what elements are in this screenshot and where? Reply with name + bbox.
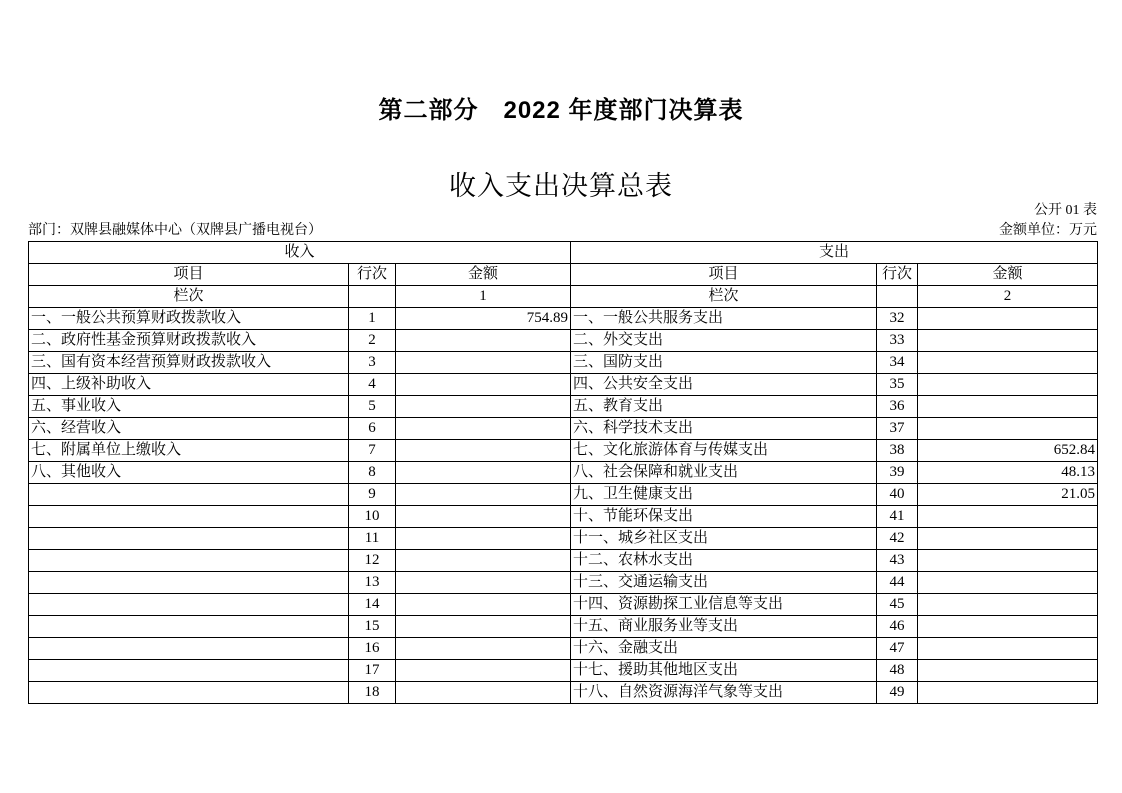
income-line-cell: 10 — [349, 506, 396, 528]
income-line-cell: 16 — [349, 638, 396, 660]
income-amount-cell — [396, 550, 571, 572]
income-amount-cell — [396, 330, 571, 352]
blank-cell — [877, 286, 918, 308]
expense-line-cell: 40 — [877, 484, 918, 506]
income-amount-cell — [396, 682, 571, 704]
income-item-cell: 二、政府性基金预算财政拨款收入 — [29, 330, 349, 352]
income-item-cell: 三、国有资本经营预算财政拨款收入 — [29, 352, 349, 374]
expense-amount-cell: 48.13 — [918, 462, 1098, 484]
income-amount-cell — [396, 572, 571, 594]
expense-line-cell: 36 — [877, 396, 918, 418]
table-row — [29, 330, 1098, 352]
expense-line-cell: 46 — [877, 616, 918, 638]
income-item-cell — [29, 506, 349, 528]
expense-line-cell: 38 — [877, 440, 918, 462]
table-row — [29, 616, 1098, 638]
table-row — [29, 550, 1098, 572]
income-amount-cell — [396, 484, 571, 506]
income-amount-cell — [396, 440, 571, 462]
income-item-cell: 五、事业收入 — [29, 396, 349, 418]
income-column-number: 1 — [396, 286, 571, 308]
income-item-cell — [29, 638, 349, 660]
income-amount-cell — [396, 352, 571, 374]
income-amount-cell — [396, 374, 571, 396]
table-row — [29, 396, 1098, 418]
expense-amount-cell — [918, 308, 1098, 330]
table-row — [29, 440, 1098, 462]
expense-line-cell: 44 — [877, 572, 918, 594]
income-item-cell — [29, 528, 349, 550]
income-amount-cell: 754.89 — [396, 308, 571, 330]
expense-amount-cell — [918, 352, 1098, 374]
expense-item-cell: 十五、商业服务业等支出 — [571, 616, 877, 638]
expense-amount-cell — [918, 594, 1098, 616]
expense-item-cell: 九、卫生健康支出 — [571, 484, 877, 506]
table-row — [29, 352, 1098, 374]
expense-amount-cell — [918, 550, 1098, 572]
income-item-cell: 八、其他收入 — [29, 462, 349, 484]
expense-line-cell: 42 — [877, 528, 918, 550]
income-amount-cell — [396, 638, 571, 660]
table-title: 收入支出决算总表 — [449, 171, 673, 201]
income-line-cell: 4 — [349, 374, 396, 396]
expense-item-cell: 四、公共安全支出 — [571, 374, 877, 396]
table-row — [29, 572, 1098, 594]
income-line-cell: 3 — [349, 352, 396, 374]
unit-label: 金额单位：万元 — [999, 223, 1097, 238]
expense-amount-cell: 652.84 — [918, 440, 1098, 462]
column-header-row — [29, 264, 1098, 286]
income-section-header: 收入 — [29, 242, 571, 264]
table-body — [29, 308, 1098, 704]
income-line-cell: 14 — [349, 594, 396, 616]
expense-item-cell: 三、国防支出 — [571, 352, 877, 374]
income-line-cell: 11 — [349, 528, 396, 550]
income-line-cell: 15 — [349, 616, 396, 638]
income-item-cell — [29, 594, 349, 616]
expense-line-cell: 49 — [877, 682, 918, 704]
expense-index-label: 栏次 — [571, 286, 877, 308]
expense-line-cell: 43 — [877, 550, 918, 572]
income-line-cell: 1 — [349, 308, 396, 330]
table-row — [29, 594, 1098, 616]
income-amount-cell — [396, 616, 571, 638]
table-row — [29, 418, 1098, 440]
expense-line-cell: 39 — [877, 462, 918, 484]
income-item-cell — [29, 660, 349, 682]
income-amount-cell — [396, 660, 571, 682]
income-line-header: 行次 — [349, 264, 396, 286]
income-line-cell: 13 — [349, 572, 396, 594]
expense-amount-header: 金额 — [918, 264, 1098, 286]
expense-line-cell: 37 — [877, 418, 918, 440]
expense-amount-cell — [918, 682, 1098, 704]
expense-item-cell: 八、社会保障和就业支出 — [571, 462, 877, 484]
income-amount-cell — [396, 396, 571, 418]
expense-item-cell: 十四、资源勘探工业信息等支出 — [571, 594, 877, 616]
income-item-cell — [29, 484, 349, 506]
expense-item-cell: 二、外交支出 — [571, 330, 877, 352]
table-row — [29, 308, 1098, 330]
expense-amount-cell — [918, 616, 1098, 638]
income-item-header: 项目 — [29, 264, 349, 286]
expense-amount-cell: 21.05 — [918, 484, 1098, 506]
expense-item-cell: 十七、援助其他地区支出 — [571, 660, 877, 682]
expense-item-cell: 六、科学技术支出 — [571, 418, 877, 440]
income-item-cell: 一、一般公共预算财政拨款收入 — [29, 308, 349, 330]
income-line-cell: 7 — [349, 440, 396, 462]
income-item-cell: 四、上级补助收入 — [29, 374, 349, 396]
section-title: 第二部分 2022 年度部门决算表 — [378, 97, 744, 124]
expense-item-cell: 十二、农林水支出 — [571, 550, 877, 572]
expense-item-cell: 七、文化旅游体育与传媒支出 — [571, 440, 877, 462]
table-row — [29, 660, 1098, 682]
expense-line-cell: 35 — [877, 374, 918, 396]
expense-item-header: 项目 — [571, 264, 877, 286]
income-item-cell — [29, 572, 349, 594]
expense-amount-cell — [918, 330, 1098, 352]
income-amount-cell — [396, 506, 571, 528]
table-row — [29, 682, 1098, 704]
section-header-row — [29, 242, 1098, 264]
table-row — [29, 374, 1098, 396]
income-amount-cell — [396, 594, 571, 616]
table-code-label: 公开 01 表 — [1034, 203, 1097, 218]
expense-line-cell: 41 — [877, 506, 918, 528]
income-line-cell: 9 — [349, 484, 396, 506]
expense-item-cell: 五、教育支出 — [571, 396, 877, 418]
expense-section-header: 支出 — [571, 242, 1098, 264]
expense-item-cell: 十三、交通运输支出 — [571, 572, 877, 594]
expense-item-cell: 十六、金融支出 — [571, 638, 877, 660]
expense-item-cell: 一、一般公共服务支出 — [571, 308, 877, 330]
expense-amount-cell — [918, 660, 1098, 682]
expense-line-cell: 33 — [877, 330, 918, 352]
expense-amount-cell — [918, 374, 1098, 396]
expense-amount-cell — [918, 528, 1098, 550]
income-line-cell: 12 — [349, 550, 396, 572]
income-item-cell: 六、经营收入 — [29, 418, 349, 440]
expense-line-header: 行次 — [877, 264, 918, 286]
expense-line-cell: 48 — [877, 660, 918, 682]
income-line-cell: 17 — [349, 660, 396, 682]
table-row — [29, 528, 1098, 550]
income-amount-header: 金额 — [396, 264, 571, 286]
income-line-cell: 5 — [349, 396, 396, 418]
income-amount-cell — [396, 528, 571, 550]
department-label: 部门：双牌县融媒体中心（双牌县广播电视台） — [28, 223, 322, 238]
table-row — [29, 638, 1098, 660]
income-line-cell: 18 — [349, 682, 396, 704]
column-index-row — [29, 286, 1098, 308]
blank-cell — [349, 286, 396, 308]
expense-column-number: 2 — [918, 286, 1098, 308]
table-row — [29, 484, 1098, 506]
income-amount-cell — [396, 418, 571, 440]
meta-row — [28, 219, 1097, 239]
expense-line-cell: 34 — [877, 352, 918, 374]
income-index-label: 栏次 — [29, 286, 349, 308]
income-line-cell: 2 — [349, 330, 396, 352]
expense-line-cell: 47 — [877, 638, 918, 660]
income-line-cell: 8 — [349, 462, 396, 484]
expense-amount-cell — [918, 396, 1098, 418]
expense-item-cell: 十八、自然资源海洋气象等支出 — [571, 682, 877, 704]
income-item-cell — [29, 616, 349, 638]
expense-amount-cell — [918, 638, 1098, 660]
income-line-cell: 6 — [349, 418, 396, 440]
expense-item-cell: 十一、城乡社区支出 — [571, 528, 877, 550]
income-expense-summary-table — [28, 241, 1098, 704]
income-item-cell — [29, 550, 349, 572]
expense-line-cell: 32 — [877, 308, 918, 330]
expense-amount-cell — [918, 572, 1098, 594]
expense-line-cell: 45 — [877, 594, 918, 616]
income-item-cell — [29, 682, 349, 704]
expense-amount-cell — [918, 506, 1098, 528]
expense-item-cell: 十、节能环保支出 — [571, 506, 877, 528]
expense-amount-cell — [918, 418, 1098, 440]
income-item-cell: 七、附属单位上缴收入 — [29, 440, 349, 462]
table-row — [29, 506, 1098, 528]
income-amount-cell — [396, 462, 571, 484]
table-row — [29, 462, 1098, 484]
